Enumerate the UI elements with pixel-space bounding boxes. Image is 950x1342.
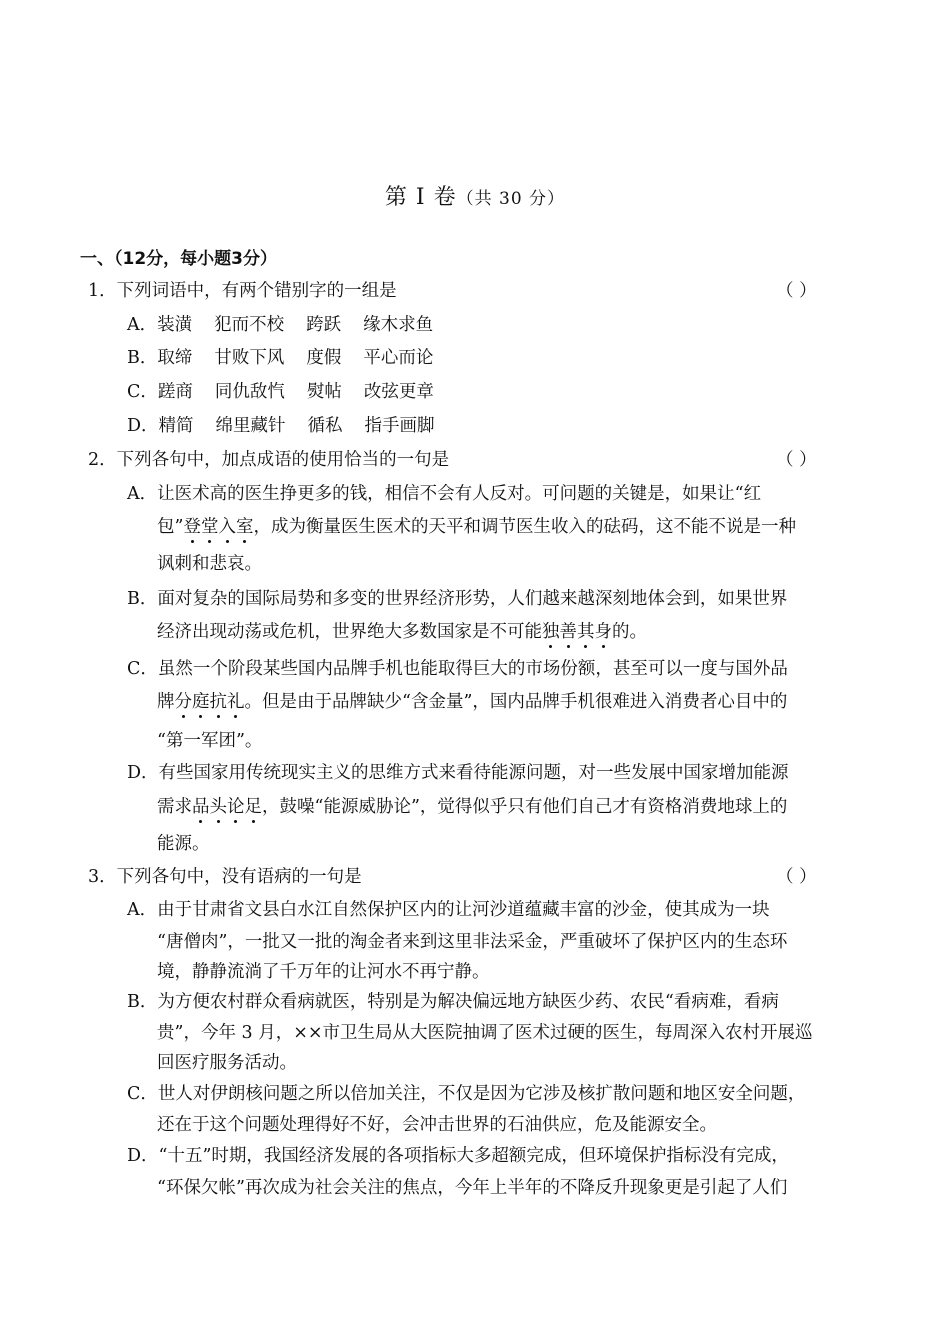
option-letter: C． (127, 382, 158, 402)
dotted-char: 善 (559, 622, 577, 642)
option-continuation (157, 619, 647, 645)
option-continuation: 讽刺和悲哀。 (157, 554, 262, 574)
option-text: ，成为衡量医生医术的天平和调节医生收入的砝码，这不能不说是一种 (253, 517, 796, 537)
option-row[interactable] (127, 345, 433, 371)
option-row[interactable] (127, 481, 761, 507)
option-letter: D． (127, 1146, 159, 1166)
option-text: ，鼓噪“能源威胁论”，觉得似乎只有他们自己才有资格消费地球上的 (262, 797, 788, 817)
option-text: 的。 (612, 622, 647, 642)
option-word: 缘木求鱼 (363, 315, 434, 335)
question-stem: 1．下列词语中，有两个错别字的一组是 (88, 281, 397, 301)
option-letter: A． (127, 315, 158, 335)
option-word: 犯而不校 (214, 315, 285, 335)
page-title (0, 180, 950, 211)
option-word: 循私 (307, 416, 343, 436)
option-word: 甘败下风 (214, 348, 285, 368)
option-row[interactable] (127, 656, 788, 682)
option-continuation: 回医疗服务活动。 (157, 1053, 297, 1073)
option-word: 平心而论 (363, 348, 434, 368)
option-row[interactable] (127, 1143, 789, 1169)
option-word: 取缔 (157, 348, 193, 368)
dotted-char: 分 (174, 692, 192, 712)
option-letter: B． (127, 589, 158, 609)
option-text: 。但是由于品牌缺少“含金量”，国内品牌手机很难进入消费者心目中的 (244, 692, 788, 712)
dotted-char: 头 (209, 797, 227, 817)
option-letter: D． (127, 416, 159, 436)
option-continuation: 还在于这个问题处理得好不好，会冲击世界的石油供应，危及能源安全。 (157, 1115, 717, 1135)
option-continuation: “第一军团”。 (157, 731, 263, 751)
option-continuation (157, 514, 796, 540)
option-text: 经济出现动荡或危机，世界绝大多数国家是不可能 (157, 622, 542, 642)
question-stem: 3．下列各句中，没有语病的一句是 (88, 867, 362, 887)
option-word: 装潢 (157, 315, 193, 335)
option-row[interactable] (127, 760, 789, 786)
option-text: “十五”时期，我国经济发展的各项指标大多超额完成，但环境保护指标没有完成， (158, 1146, 789, 1166)
option-word: 同仇敌忾 (214, 382, 285, 402)
option-text: 让医术高的医生挣更多的钱，相信不会有人反对。可问题的关键是，如果让“红 (157, 484, 762, 504)
option-text: 面对复杂的国际局势和多变的世界经济形势，人们越来越深刻地体会到，如果世界 (157, 589, 788, 609)
option-row[interactable] (127, 897, 770, 923)
dotted-idiom (183, 517, 253, 537)
option-row[interactable] (127, 1081, 805, 1107)
dotted-char: 足 (244, 797, 262, 817)
option-letter: C． (127, 1084, 158, 1104)
option-word: 蹉商 (157, 382, 193, 402)
option-continuation: 境，静静流淌了千万年的让河水不再宁静。 (157, 962, 490, 982)
dotted-char: 品 (192, 797, 210, 817)
option-continuation (157, 689, 787, 715)
answer-blank[interactable]: （ ） (776, 450, 817, 470)
dotted-char: 抗 (209, 692, 227, 712)
dotted-idiom (175, 692, 245, 712)
option-row[interactable] (127, 586, 787, 612)
option-letter: B． (127, 992, 158, 1012)
option-continuation: “环保欠帐”再次成为社会关注的焦点，今年上半年的不降反升现象更是引起了人们 (157, 1178, 788, 1198)
option-letter: B． (127, 348, 158, 368)
option-continuation: 能源。 (157, 834, 210, 854)
option-word: 熨帖 (306, 382, 342, 402)
title-text: 第 I 卷 (384, 185, 457, 210)
option-text: 包” (157, 517, 184, 537)
option-continuation (157, 794, 787, 820)
dotted-char: 入 (218, 517, 236, 537)
dotted-char: 论 (227, 797, 245, 817)
option-word: 跨跃 (306, 315, 342, 335)
option-letter: C． (127, 659, 158, 679)
dotted-char: 登 (183, 517, 201, 537)
option-word: 精简 (158, 416, 194, 436)
option-continuation: 贵”，今年 3 月，××市卫生局从大医院抽调了医术过硬的医生，每周深入农村开展巡 (157, 1023, 813, 1043)
option-row[interactable] (127, 989, 779, 1015)
dotted-char: 其 (577, 622, 595, 642)
dotted-char: 礼 (227, 692, 245, 712)
option-row[interactable] (127, 312, 433, 338)
option-row[interactable] (127, 413, 435, 439)
option-row[interactable] (127, 379, 434, 405)
option-text: 世人对伊朗核问题之所以倍加关注，不仅是因为它涉及核扩散问题和地区安全问题， (157, 1084, 806, 1104)
option-text: 需求 (157, 797, 192, 817)
option-text: 由于甘肃省文县白水江自然保护区内的让河沙道蕴藏丰富的沙金，使其成为一块 (157, 900, 770, 920)
dotted-char: 独 (542, 622, 560, 642)
option-word: 改弦更章 (363, 382, 434, 402)
dotted-char: 庭 (192, 692, 210, 712)
answer-blank[interactable]: （ ） (776, 281, 817, 301)
dotted-char: 堂 (200, 517, 219, 537)
option-letter: A． (127, 484, 158, 504)
option-word: 绵里藏针 (215, 416, 286, 436)
title-subtitle: （共 30 分） (456, 189, 566, 209)
option-text: 有些国家用传统现实主义的思维方式来看待能源问题，对一些发展中国家增加能源 (158, 763, 789, 783)
option-word: 指手画脚 (364, 416, 435, 436)
option-text: 虽然一个阶段某些国内品牌手机也能取得巨大的市场份额，甚至可以一度与国外品 (157, 659, 788, 679)
option-word: 度假 (306, 348, 342, 368)
option-text: 牌 (157, 692, 175, 712)
dotted-char: 身 (594, 622, 612, 642)
question-stem: 2．下列各句中，加点成语的使用恰当的一句是 (88, 450, 450, 470)
dotted-idiom (192, 797, 262, 817)
option-letter: A． (127, 900, 158, 920)
section-heading: 一、（12分，每小题3分） (80, 249, 277, 269)
dotted-char: 室 (235, 517, 254, 537)
option-text: 为方便农村群众看病就医，特别是为解决偏远地方缺医少药、农民“看病难，看病 (157, 992, 779, 1012)
option-continuation: “唐僧肉”，一批又一批的淘金者来到这里非法采金，严重破坏了保护区内的生态环 (157, 932, 788, 952)
option-letter: D． (127, 763, 159, 783)
answer-blank[interactable]: （ ） (776, 867, 817, 887)
dotted-idiom (542, 622, 612, 642)
